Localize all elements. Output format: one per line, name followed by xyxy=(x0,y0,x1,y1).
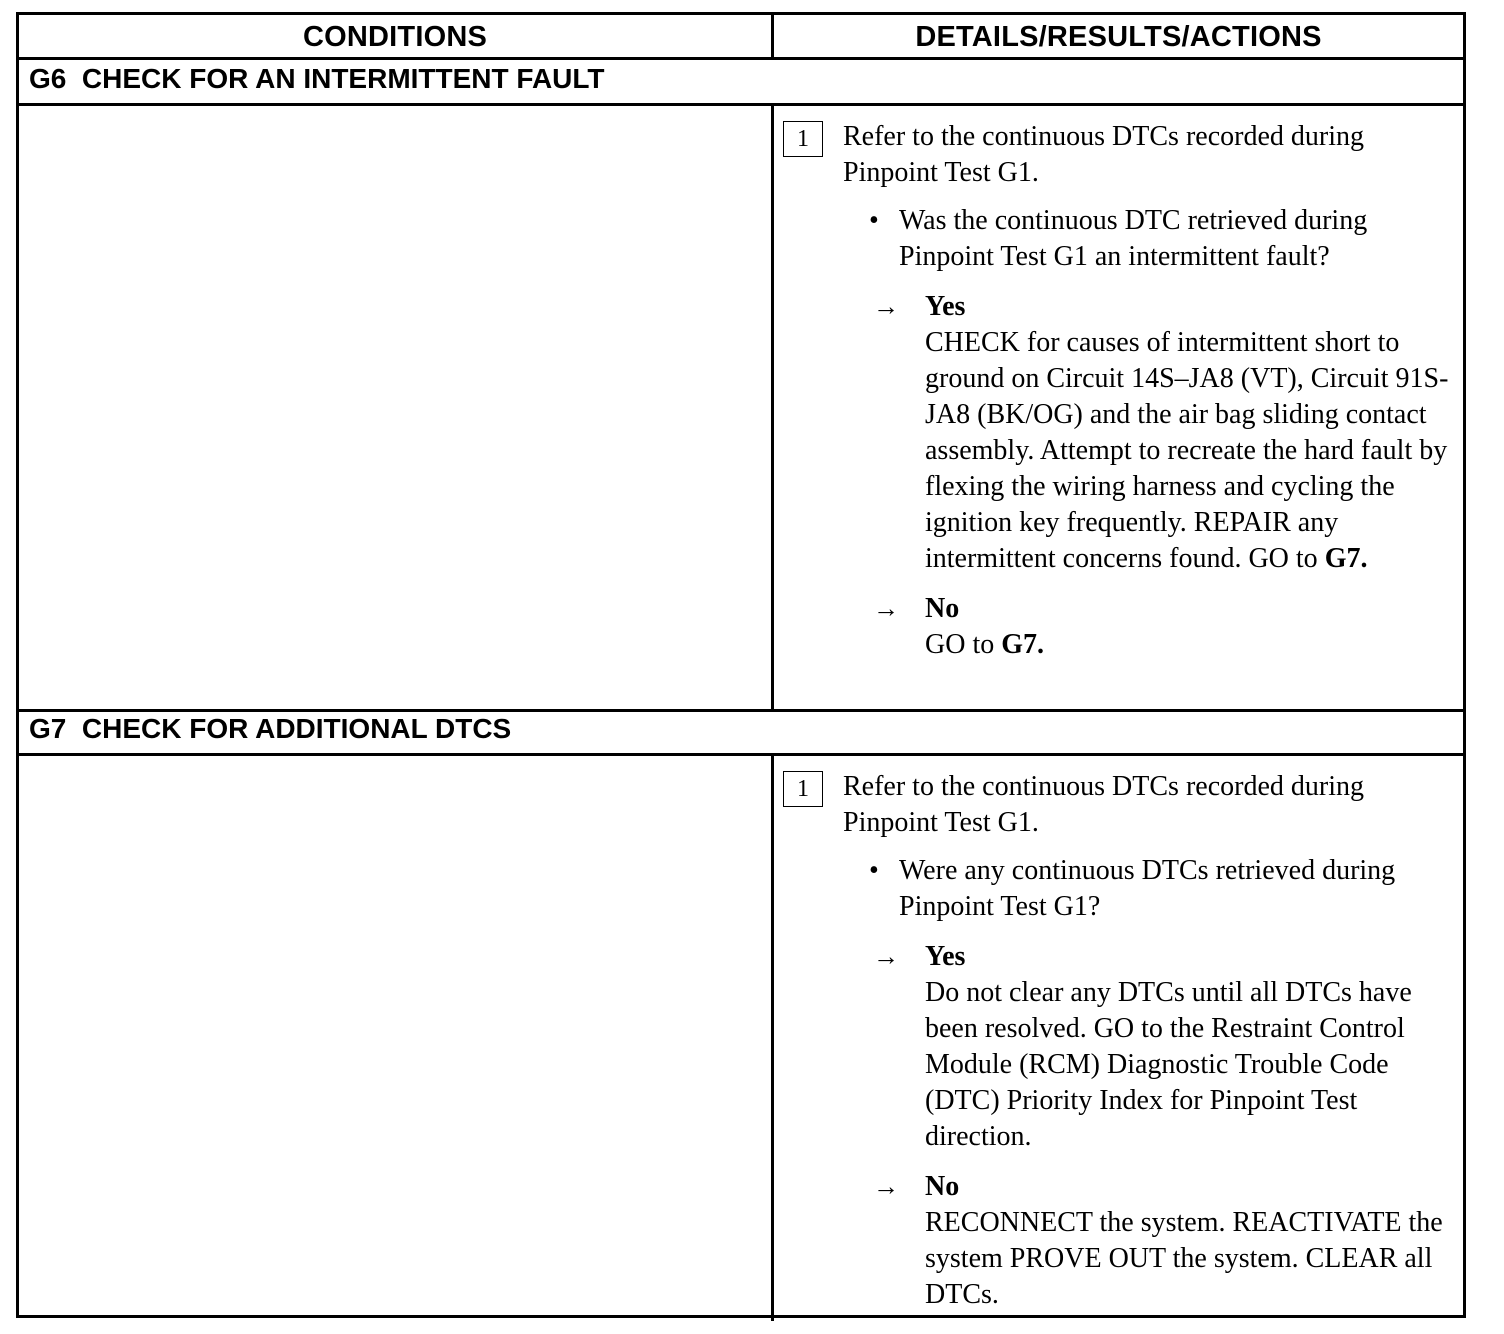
answer-text-no: RECONNECT the system. REACTIVATE the system PROVE OUT the system. CLEAR all DTCs. xyxy=(925,1207,1443,1310)
question-item xyxy=(781,853,1461,925)
step-number-box: 1 xyxy=(783,121,823,157)
answer-yes xyxy=(781,939,1461,1155)
step-text: Refer to the continuous DTCs recorded during Pinpoint Test G1. xyxy=(843,121,1364,188)
arrow-right-icon: → xyxy=(873,594,899,623)
bullet-icon: • xyxy=(869,855,879,886)
goto-reference: G7. xyxy=(1001,629,1045,660)
details-cell-g6 xyxy=(781,119,1461,663)
answer-text-body: GO to xyxy=(925,629,995,660)
arrow-right-icon: → xyxy=(873,942,899,971)
details-cell-g7 xyxy=(781,769,1461,1313)
answer-label-yes: Yes xyxy=(925,291,966,322)
answer-text-no xyxy=(925,627,1461,663)
answer-yes xyxy=(781,289,1461,577)
question-text: Was the continuous DTC retrieved during Pinpoint Test G1 an intermittent fault? xyxy=(899,205,1368,272)
arrow-right-icon: → xyxy=(873,1172,899,1201)
answer-label-no: No xyxy=(925,1171,960,1202)
answer-no xyxy=(781,1169,1461,1313)
answer-text-yes xyxy=(925,325,1461,577)
column-divider xyxy=(771,103,774,709)
goto-reference: G7. xyxy=(1324,543,1368,574)
answer-text-body: CHECK for causes of intermittent short to ground on Circuit 14S–JA8 (VT), Circuit 91S-JA8 (BK/OG) and the air bag sliding contact assembly. Attempt to recreate the hard fault by flexing the wiring harness and cycling the ignition key frequently. REPAIR any intermittent concerns found. GO to xyxy=(925,327,1449,574)
answer-text-yes: Do not clear any DTCs until all DTCs have been resolved. GO to the Restraint Control Module (RCM) Diagnostic Trouble Code (DTC) Priority Index for Pinpoint Test direction. xyxy=(925,977,1412,1152)
column-divider xyxy=(771,753,774,1321)
section-rule xyxy=(19,753,1463,756)
section-rule xyxy=(19,103,1463,106)
step-text: Refer to the continuous DTCs recorded during Pinpoint Test G1. xyxy=(843,771,1364,838)
step-number-box: 1 xyxy=(783,771,823,807)
header-rule xyxy=(19,57,1463,60)
question-text: Were any continuous DTCs retrieved during Pinpoint Test G1? xyxy=(899,855,1396,922)
answer-no xyxy=(781,591,1461,663)
diagnostic-table xyxy=(16,12,1466,1318)
conditions-header: CONDITIONS xyxy=(302,20,488,53)
arrow-right-icon: → xyxy=(873,292,899,321)
question-item xyxy=(781,203,1461,275)
section-rule xyxy=(19,709,1463,712)
answer-label-yes: Yes xyxy=(925,941,966,972)
step-item xyxy=(781,769,1461,841)
column-divider xyxy=(771,15,774,59)
section-title-g6: G6 CHECK FOR AN INTERMITTENT FAULT xyxy=(29,63,605,94)
section-title-g7: G7 CHECK FOR ADDITIONAL DTCS xyxy=(29,713,512,744)
answer-label-no: No xyxy=(925,593,960,624)
details-header: DETAILS/RESULTS/ACTIONS xyxy=(915,20,1322,53)
step-item xyxy=(781,119,1461,191)
bullet-icon: • xyxy=(869,205,879,236)
